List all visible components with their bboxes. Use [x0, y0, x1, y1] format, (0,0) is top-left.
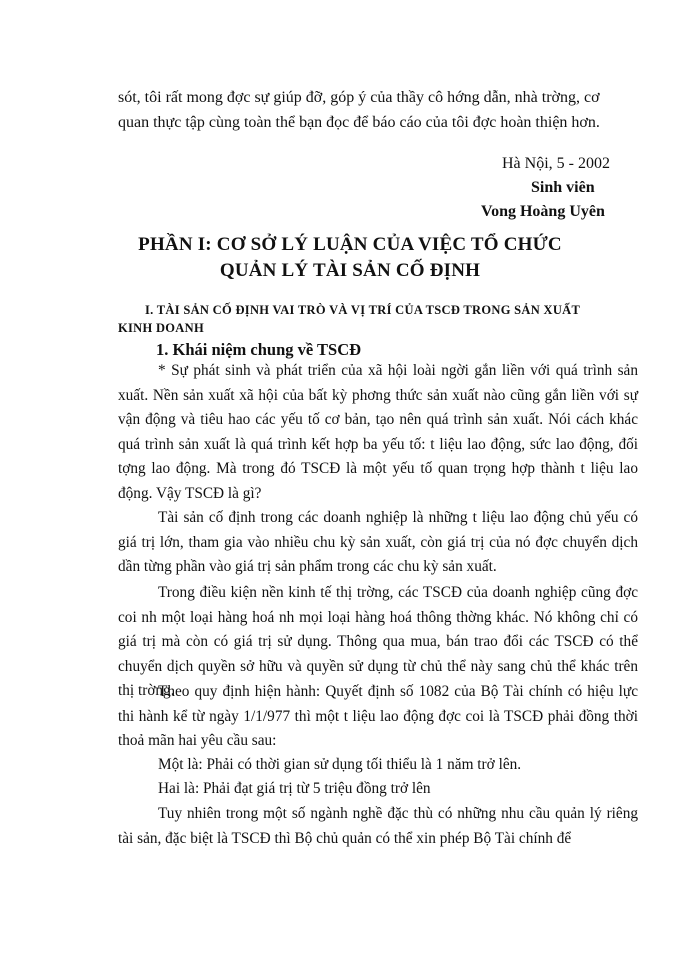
part-heading-line-2: QUẢN LÝ TÀI SẢN CỐ ĐỊNH — [219, 260, 481, 281]
section-heading-line-1: I. TÀI SẢN CỐ ĐỊNH VAI TRÒ VÀ VỊ TRÍ CỦA TSCĐ TRONG SẢN XUẤT — [145, 303, 581, 317]
intro-line-2: quan thực tập cùng toàn thể bạn đọc để báo cáo của tôi đợc hoàn thiện hơn. — [118, 114, 600, 131]
paragraph-6: Hai là: Phải đạt giá trị từ 5 triệu đồng trở lên — [158, 780, 431, 797]
signature-name: Vong Hoàng Uyên — [481, 203, 605, 220]
subsection-heading: 1. Khái niệm chung về TSCĐ — [156, 340, 362, 359]
paragraph-1: * Sự phát sinh và phát triển của xã hội loài ngời gắn liền với quá trình sản xuất. Nền sản xuất xã hội của bất kỳ phơng thức sản xuất nào cũng gắn liền với sự vận động và tiêu hao các yếu tố cơ bản, tạo nên quá trình sản xuất. Nói cách khác quá trình sản xuất là quá trình kết hợp ba yếu tố: t liệu lao động, sức lao động, đối tợng lao động. Mà trong đó TSCĐ là một yếu tố quan trọng hợp thành t liệu lao động. Vậy TSCĐ là gì? — [118, 362, 638, 502]
part-heading-line-1: PHẦN I: CƠ SỞ LÝ LUẬN CỦA VIỆC TỔ CHỨC — [138, 234, 562, 255]
intro-line-1: sót, tôi rất mong đợc sự giúp đỡ, góp ý của thầy cô hớng dẫn, nhà trờng, cơ — [118, 89, 600, 106]
paragraph-4: Theo quy định hiện hành: Quyết định số 1082 của Bộ Tài chính có hiệu lực thi hành kể từ ngày 1/1/977 thì một t liệu lao động đợc coi là TSCĐ phải đồng thời thoả mãn hai yêu cầu sau: — [118, 683, 638, 750]
paragraph-5: Một là: Phải có thời gian sử dụng tối thiểu là 1 năm trở lên. — [158, 756, 522, 773]
signature-place-date: Hà Nội, 5 - 2002 — [502, 155, 610, 172]
paragraph-2: Tài sản cố định trong các doanh nghiệp là những t liệu lao động chủ yếu có giá trị lớn, tham gia vào nhiều chu kỳ sản xuất, còn giá trị của nó đợc chuyển dịch dần từng phần vào giá trị sản phẩm trong các chu kỳ sản xuất. — [118, 509, 638, 576]
section-heading-line-2: KINH DOANH — [118, 321, 204, 335]
paragraph-3: Trong điều kiện nền kinh tế thị trờng, các TSCĐ của doanh nghiệp cũng đợc coi nh một loại hàng hoá nh mọi loại hàng hoá thông thờng khác. Nó không chỉ có giá trị mà còn có giá trị sử dụng. Thông qua mua, bán trao đổi các TSCĐ có thể chuyển dịch quyền sở hữu và quyền sử dụng từ chủ thể này sang chủ thể khác trên thị trờng. — [118, 584, 638, 700]
paragraph-7: Tuy nhiên trong một số ngành nghề đặc thù có những nhu cầu quản lý riêng tài sản, đặc biệt là TSCĐ thì Bộ chủ quản có thể xin phép Bộ Tài chính để — [118, 805, 638, 847]
signature-role: Sinh viên — [531, 179, 595, 196]
